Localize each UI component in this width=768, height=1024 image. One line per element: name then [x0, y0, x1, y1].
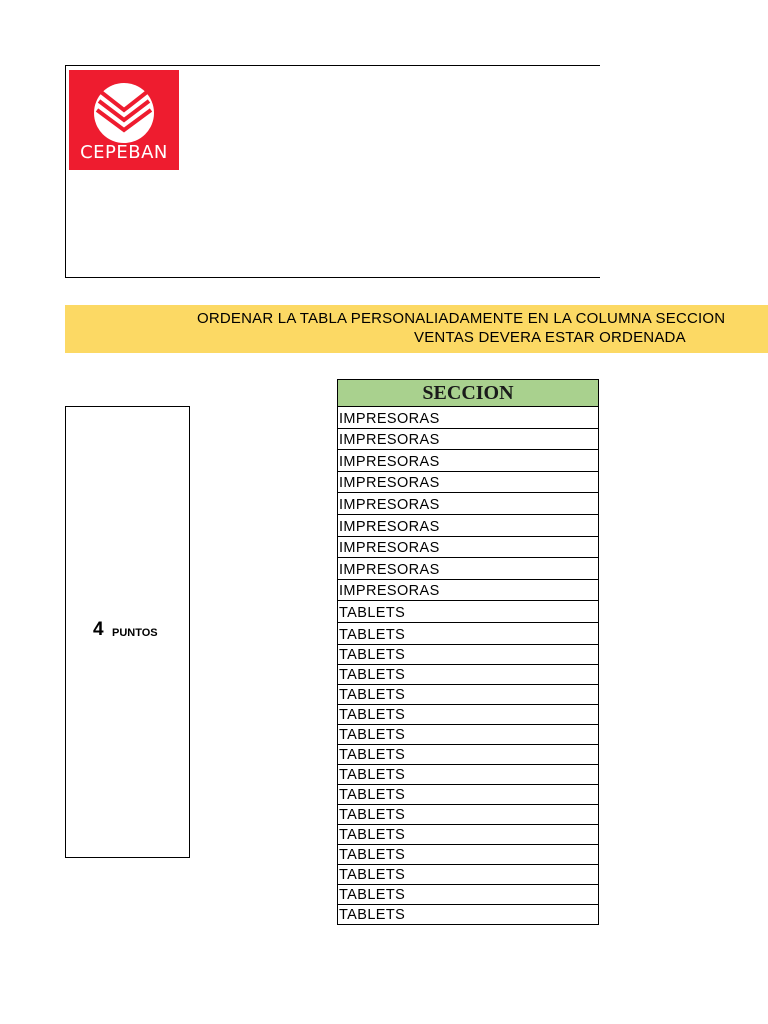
- table-cell-seccion[interactable]: IMPRESORAS: [338, 450, 599, 472]
- table-row: [338, 724, 599, 744]
- table-cell-seccion[interactable]: TABLETS: [338, 864, 599, 884]
- table-cell-seccion[interactable]: IMPRESORAS: [338, 579, 599, 601]
- table-cell-seccion[interactable]: TABLETS: [338, 764, 599, 784]
- table-cell-seccion[interactable]: TABLETS: [338, 804, 599, 824]
- table-row: [338, 450, 599, 472]
- table-cell-seccion[interactable]: IMPRESORAS: [338, 558, 599, 580]
- table-cell-seccion[interactable]: IMPRESORAS: [338, 493, 599, 515]
- table-cell-seccion[interactable]: TABLETS: [338, 884, 599, 904]
- instruction-line-1: ORDENAR LA TABLA PERSONALIADAMENTE EN LA COLUMNA SECCION: [197, 310, 726, 327]
- table-cell-seccion[interactable]: TABLETS: [338, 684, 599, 704]
- table-row: [338, 579, 599, 601]
- table-row: [338, 428, 599, 450]
- table-cell-seccion[interactable]: TABLETS: [338, 664, 599, 684]
- table-row: [338, 884, 599, 904]
- cepeban-logo: [69, 70, 179, 170]
- table-row: [338, 558, 599, 580]
- table-cell-seccion[interactable]: TABLETS: [338, 744, 599, 764]
- table-row: [338, 601, 599, 623]
- table-row: [338, 904, 599, 924]
- table-row: [338, 844, 599, 864]
- table-cell-seccion[interactable]: IMPRESORAS: [338, 514, 599, 536]
- table-row: [338, 864, 599, 884]
- table-cell-seccion[interactable]: TABLETS: [338, 824, 599, 844]
- table-row: [338, 514, 599, 536]
- table-cell-seccion[interactable]: TABLETS: [338, 844, 599, 864]
- table-row: [338, 644, 599, 664]
- table-cell-seccion[interactable]: TABLETS: [338, 644, 599, 664]
- table-row: [338, 536, 599, 558]
- table-cell-seccion[interactable]: TABLETS: [338, 904, 599, 924]
- table-row: [338, 493, 599, 515]
- table-row: [338, 407, 599, 429]
- table-cell-seccion[interactable]: IMPRESORAS: [338, 471, 599, 493]
- points-box: [65, 406, 190, 858]
- table-row: [338, 622, 599, 644]
- table-row: [338, 764, 599, 784]
- table-cell-seccion[interactable]: TABLETS: [338, 784, 599, 804]
- table-cell-seccion[interactable]: IMPRESORAS: [338, 428, 599, 450]
- table-cell-seccion[interactable]: IMPRESORAS: [338, 536, 599, 558]
- table-cell-seccion[interactable]: IMPRESORAS: [338, 407, 599, 429]
- table-cell-seccion[interactable]: TABLETS: [338, 601, 599, 623]
- instruction-line-2: VENTAS DEVERA ESTAR ORDENADA: [414, 329, 686, 346]
- table-row: [338, 804, 599, 824]
- seccion-table: [337, 379, 599, 925]
- table-row: [338, 784, 599, 804]
- table-cell-seccion[interactable]: TABLETS: [338, 704, 599, 724]
- points-label: PUNTOS: [112, 627, 158, 639]
- table-row: [338, 684, 599, 704]
- logo-text: CEPEBAN: [80, 142, 168, 163]
- table-row: [338, 744, 599, 764]
- table-row: [338, 824, 599, 844]
- column-header-seccion: SECCION: [338, 380, 599, 407]
- table-cell-seccion[interactable]: TABLETS: [338, 622, 599, 644]
- instruction-banner: [65, 305, 768, 353]
- table-row: [338, 471, 599, 493]
- points-number: 4: [93, 619, 104, 640]
- table-cell-seccion[interactable]: TABLETS: [338, 724, 599, 744]
- table-row: [338, 704, 599, 724]
- table-row: [338, 664, 599, 684]
